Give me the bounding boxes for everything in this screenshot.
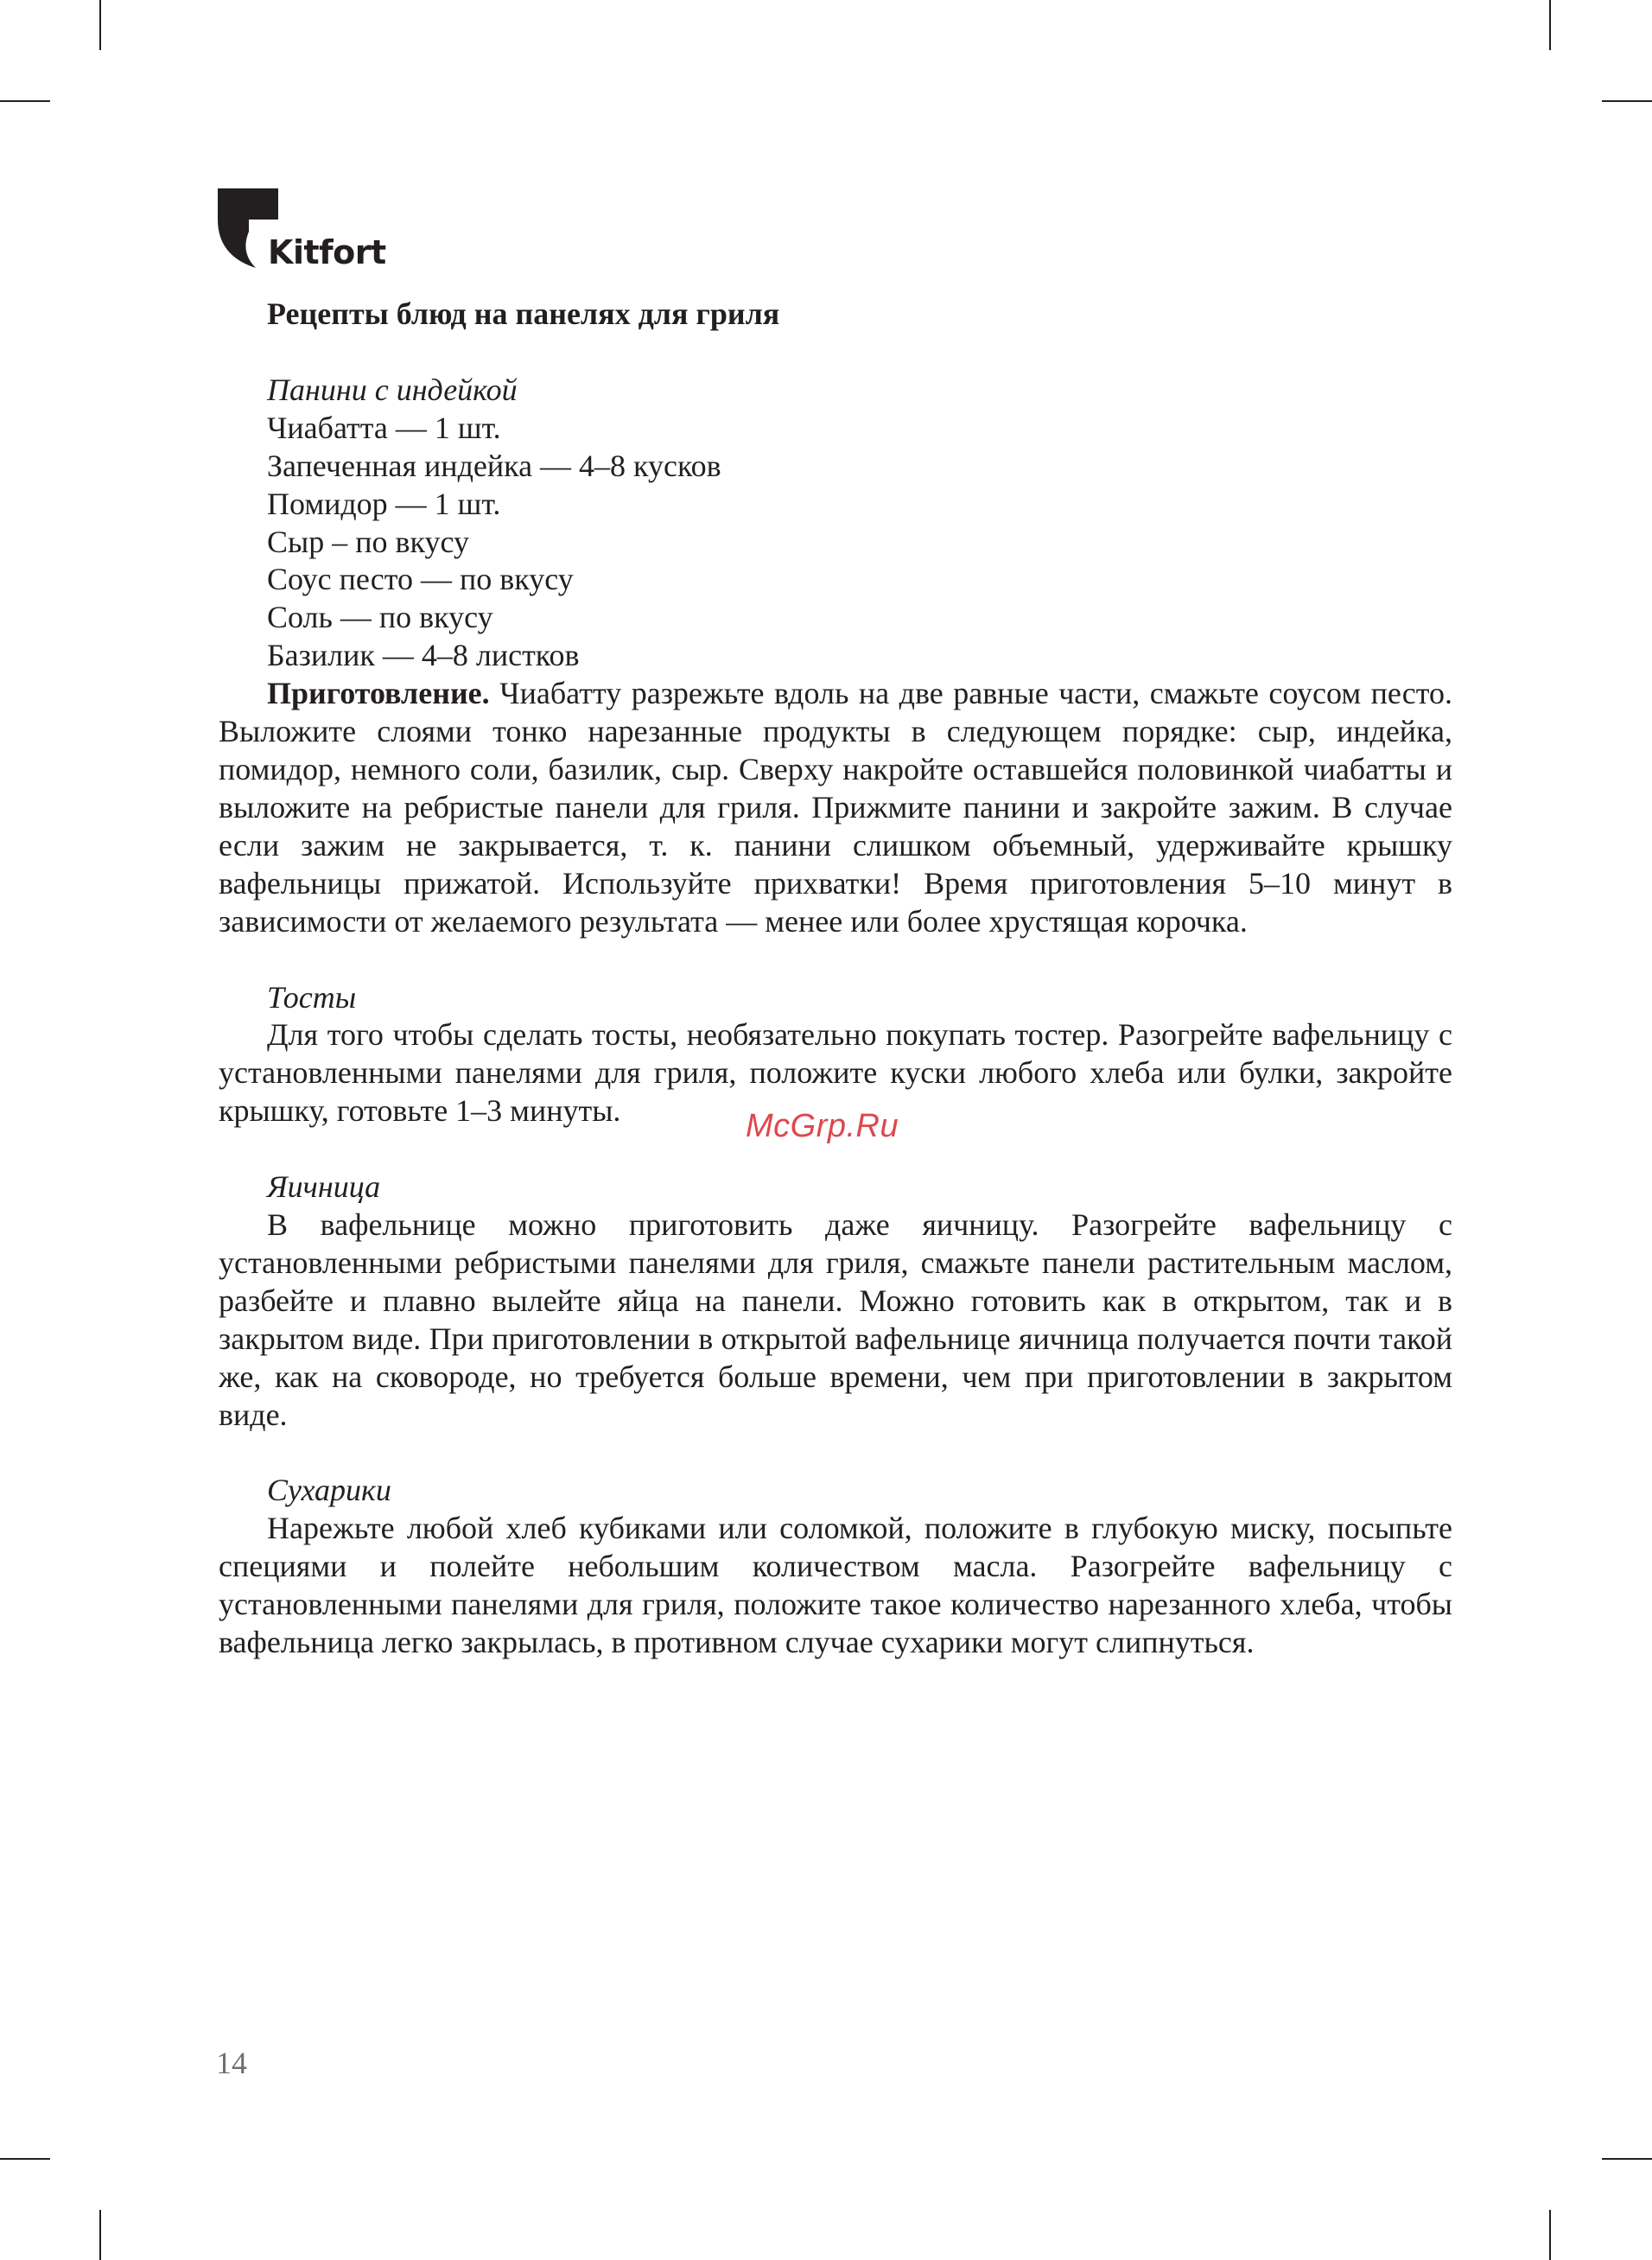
- crop-mark-right-bottom: [1602, 2158, 1652, 2160]
- ingredient-item: Запеченная индейка — 4–8 кусков: [267, 448, 721, 483]
- recipe-title: Сухарики: [267, 1473, 391, 1508]
- ingredient-item: Чиабатта — 1 шт.: [267, 410, 501, 445]
- ingredient-item: Сыр – по вкусу: [267, 524, 469, 559]
- recipe-fried-eggs: [219, 1168, 1452, 1434]
- crop-mark-bottom-right: [1549, 2210, 1551, 2260]
- recipe-text: В вафельнице можно приготовить даже яичницу. Разогрейте вафельницу с установленными ребристыми панелями для гриля, смажьте панели растительным маслом, разбейте и плавно вылейте яйца на панели. Можно готовить как в открытом, так и в закрытом виде. При приготовлении в открытой вафельнице яичница получается почти такой же, как на сковороде, но требуется больше времени, чем при приготовлении в закрытом виде.: [219, 1207, 1452, 1432]
- brand-name: Kitfort: [268, 233, 386, 271]
- ingredient-item: Базилик — 4–8 листков: [267, 638, 580, 673]
- method-text: Чиабатту разрежьте вдоль на две равные части, смажьте соусом песто. Выложите слоями тонко нарезанные продукты в следующем порядке: сыр, индейка, помидор, немного соли, базилик, сыр. Сверху накройте оставшейся половинкой чиабатты и выложите на ребристые панели для гриля. Прижмите панини и закройте зажим. В случае если зажим не закрывается, т. к. панини слишком объемный, удерживайте крышку вафельницы прижатой. Используйте прихватки! Время приготовления 5–10 минут в зависимости от желаемого результата — менее или более хрустящая корочка.: [219, 676, 1453, 939]
- recipe-title: Тосты: [267, 979, 357, 1015]
- watermark: McGrp.Ru: [746, 1108, 899, 1144]
- recipe-croutons: [219, 1472, 1452, 1662]
- method-label: Приготовление.: [267, 676, 490, 711]
- recipe-method: [219, 675, 1452, 940]
- page-number: 14: [216, 2046, 247, 2080]
- page-title: Рецепты блюд на панелях для гриля: [267, 296, 780, 331]
- crop-mark-left-bottom: [0, 2158, 50, 2160]
- ingredient-item: Соль — по вкусу: [267, 600, 493, 635]
- crop-mark-top-right: [1549, 0, 1551, 50]
- crop-mark-bottom-left: [99, 2210, 101, 2260]
- ingredient-item: Помидор — 1 шт.: [267, 486, 501, 521]
- page-content: [219, 296, 1452, 1662]
- recipe-text: Нарежьте любой хлеб кубиками или соломкой, положите в глубокую миску, посыпьте специями и полейте небольшим количеством масла. Разогрейте вафельницу с установленными панелями для гриля, положите такое количество нарезанного хлеба, чтобы вафельница легко закрылась, в противном случае сухарики могут слипнуться.: [219, 1511, 1452, 1660]
- recipe-panini: [219, 372, 1452, 941]
- recipe-title: Яичница: [267, 1169, 381, 1205]
- recipe-text: Для того чтобы сделать тосты, необязательно покупать тостер. Разогрейте вафельницу с установленными панелями для гриля, положите куски любого хлеба или булки, закройте крышку, готовьте 1–3 минуты.: [219, 1017, 1452, 1129]
- ingredient-item: Соус песто — по вкусу: [267, 562, 574, 597]
- crop-mark-top-left: [99, 0, 101, 50]
- recipe-title: Панини с индейкой: [267, 372, 518, 407]
- crop-mark-right-top: [1602, 100, 1652, 102]
- crop-mark-left-top: [0, 100, 50, 102]
